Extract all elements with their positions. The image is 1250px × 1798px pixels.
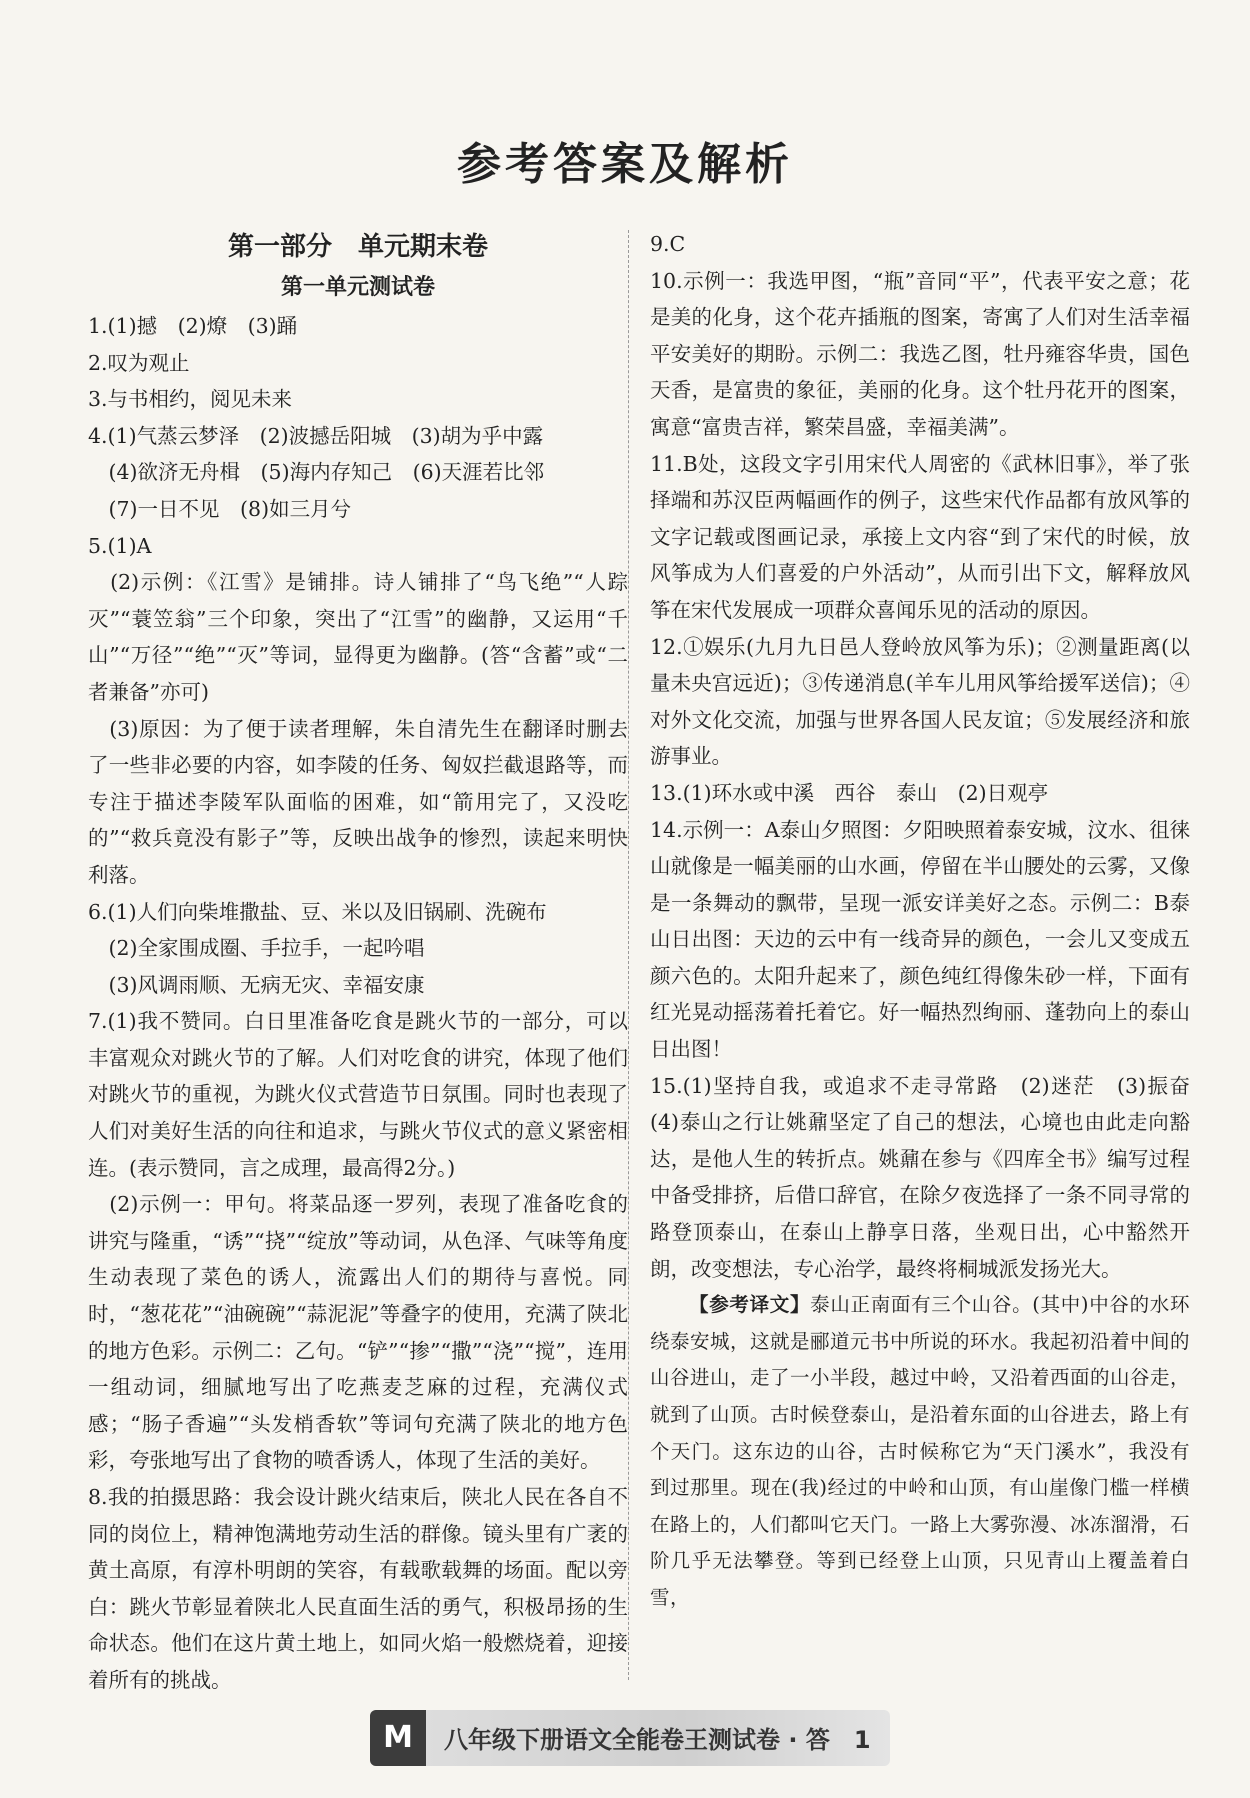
- answer-item: 9.C: [650, 232, 686, 256]
- right-column: [650, 226, 1211, 1617]
- answer-item: 15.(1)坚持自我，或追求不走寻常路 (2)迷茫 (3)振奋 (4)泰山之行让姚鼐坚定了自己的想法，心境也由此走向豁达，是他人生的转折点。姚鼐在参与《四库全书》编写过程中备受排挤，后借口辞官，在除夕夜选择了一条不同寻常的路登顶泰山，在泰山上静享日落，坐观日出，心中豁然开朗，改变想法，专心治学，最终将桐城派发扬光大。: [650, 1073, 1211, 1281]
- answer-item: 8.我的拍摄思路：我会设计跳火结束后，陕北人民在各自不同的岗位上，精神饱满地劳动生活的群像。镜头里有广袤的黄土高原，有淳朴明朗的笑容，有载歌载舞的场面。配以旁白：跳火节彰显着陕北人民直面生活的勇气，积极昂扬的生命状态。他们在这片黄土地上，如同火焰一般燃烧着，迎接着所有的挑战。: [88, 1485, 628, 1692]
- answer-item: (2)示例一：甲句。将菜品逐一罗列，表现了准备吃食的讲究与隆重，“诱”“挠”“绽放”等动词，从色泽、气味等角度生动表现了菜色的诱人，流露出人们的期待与喜悦。同时，“葱花花”“油碗碗”“蒜泥泥”等叠字的使用，充满了陕北的地方色彩。示例二：乙句。“铲”“掺”“撒”“浇”“搅”，连用一组动词，细腻地写出了吃燕麦芝麻的过程，充满仪式感；“肠子香遍”“头发梢香软”等词句充满了陕北的地方色彩，夸张地写出了食物的喷香诱人，体现了生活的美好。: [88, 1192, 628, 1473]
- column-divider: [628, 230, 629, 1680]
- answer-item: 5.(1)A: [88, 533, 152, 558]
- answer-item: 4.(1)气蒸云梦泽 (2)波撼岳阳城 (3)胡为乎中露: [88, 423, 544, 448]
- answer-item: 11.B处，这段文字引用宋代人周密的《武林旧事》，举了张择端和苏汉臣两幅画作的例子，这些宋代作品都有放风筝的文字记载或图画记录，承接上文内容“到了宋代的时候，放风筝成为人们喜爱的户外活动”，从而引出下文，解释放风筝在宋代发展成一项群众喜闻乐见的活动的原因。: [650, 451, 1190, 622]
- answer-item: 6.(1)人们向柴堆撒盐、豆、米以及旧锅刷、洗碗布: [88, 899, 547, 924]
- reference-translation: [650, 1287, 1190, 1616]
- answer-item: 7.(1)我不赞同。白日里准备吃食是跳火节的一部分，可以丰富观众对跳火节的了解。人们对吃食的讲究，体现了他们对跳火节的重视，为跳火仪式营造节日氛围。同时也表现了人们对美好生活的向往和追求，与跳火节仪式的意义紧密相连。(表示赞同，言之成理，最高得2分。): [88, 1009, 628, 1180]
- footer-bar: [370, 1710, 890, 1766]
- answer-item: (4)欲济无舟楫 (5)海内存知己 (6)天涯若比邻: [88, 460, 545, 485]
- answer-item: 2.叹为观止: [88, 350, 190, 375]
- unit-title: 第一单元测试卷: [280, 274, 435, 300]
- answer-item: 14.示例一：A泰山夕照图：夕阳映照着泰安城，汶水、徂徕山就像是一幅美丽的山水画，停留在半山腰处的云雾，又像是一条舞动的飘带，呈现一派安详美好之态。示例二：B泰山日出图：天边的云中有一线奇异的颜色，一会儿又变成五颜六色的。太阳升起来了，颜色纯红得像朱砂一样，下面有红光晃动摇荡着托着它。好一幅热烈绚丽、蓬勃向上的泰山日出图！: [650, 817, 1190, 1062]
- answer-item: (2)示例：《江雪》是铺排。诗人铺排了“鸟飞绝”“人踪灭”“蓑笠翁”三个印象，突出了“江雪”的幽静，又运用“千山”“万径”“绝”“灭”等词，显得更为幽静。(答“含蓄”或“二者兼备”亦可): [88, 570, 628, 704]
- brand-logo-icon: M: [370, 1710, 426, 1766]
- translation-text: 泰山正南面有三个山谷。(其中)中谷的水环绕泰安城，这就是郦道元书中所说的环水。我起初沿着中间的山谷进山，走了一小半段，越过中岭，又沿着西面的山谷走，就到了山顶。古时候登泰山，是沿着东面的山谷进去，路上有个天门。这东边的山谷，古时候称它为“天门溪水”，我没有到过那里。现在(我)经过的中岭和山顶，有山崖像门槛一样横在路上的，人们都叫它天门。一路上大雾弥漫、冰冻溜滑，石阶几乎无法攀登。等到已经登上山顶，只见青山上覆盖着白雪，: [650, 1293, 1191, 1609]
- answer-item: 13.(1)环水或中溪 西谷 泰山 (2)日观亭: [650, 780, 1049, 805]
- answer-item: (3)原因：为了便于读者理解，朱自清先生在翻译时删去了一些非必要的内容，如李陵的任务、匈奴拦截退路等，而专注于描述李陵军队面临的困难，如“箭用完了，又没吃的”“救兵竟没有影子”等，反映出战争的惨烈，读起来明快利落。: [88, 716, 628, 887]
- answer-item: 10.示例一：我选甲图，“瓶”音同“平”，代表平安之意；花是美的化身，这个花卉插瓶的图案，寄寓了人们对生活幸福平安美好的期盼。示例二：我选乙图，牡丹雍容华贵，国色天香，是富贵的象征，美丽的化身。这个牡丹花开的图案，寓意“富贵吉祥，繁荣昌盛，幸福美满”。: [650, 268, 1190, 439]
- answer-item: 1.(1)撼 (2)燎 (3)踊: [88, 314, 298, 338]
- part-title: 第一部分 单元期末卷: [227, 232, 488, 262]
- answer-item: 12.①娱乐(九月九日邑人登岭放风筝为乐)；②测量距离(以量未央宫远近)；③传递消息(羊车儿用风筝给援军送信)；④对外文化交流，加强与世界各国人民友谊；⑤发展经济和旅游事业。: [650, 634, 1190, 769]
- answer-item: 3.与书相约，阅见未来: [88, 387, 293, 412]
- footer-text: 八年级下册语文全能卷王测试卷 · 答 1: [444, 1726, 871, 1754]
- answer-item: (3)风调雨顺、无病无灾、幸福安康: [88, 972, 425, 997]
- answer-item: (2)全家围成圈、手拉手，一起吟唱: [88, 936, 425, 961]
- answer-item: (7)一日不见 (8)如三月兮: [88, 496, 352, 521]
- translation-label: 【参考译文】: [689, 1293, 811, 1317]
- page-title: 参考答案及解析: [457, 139, 793, 190]
- left-column: [88, 226, 628, 1699]
